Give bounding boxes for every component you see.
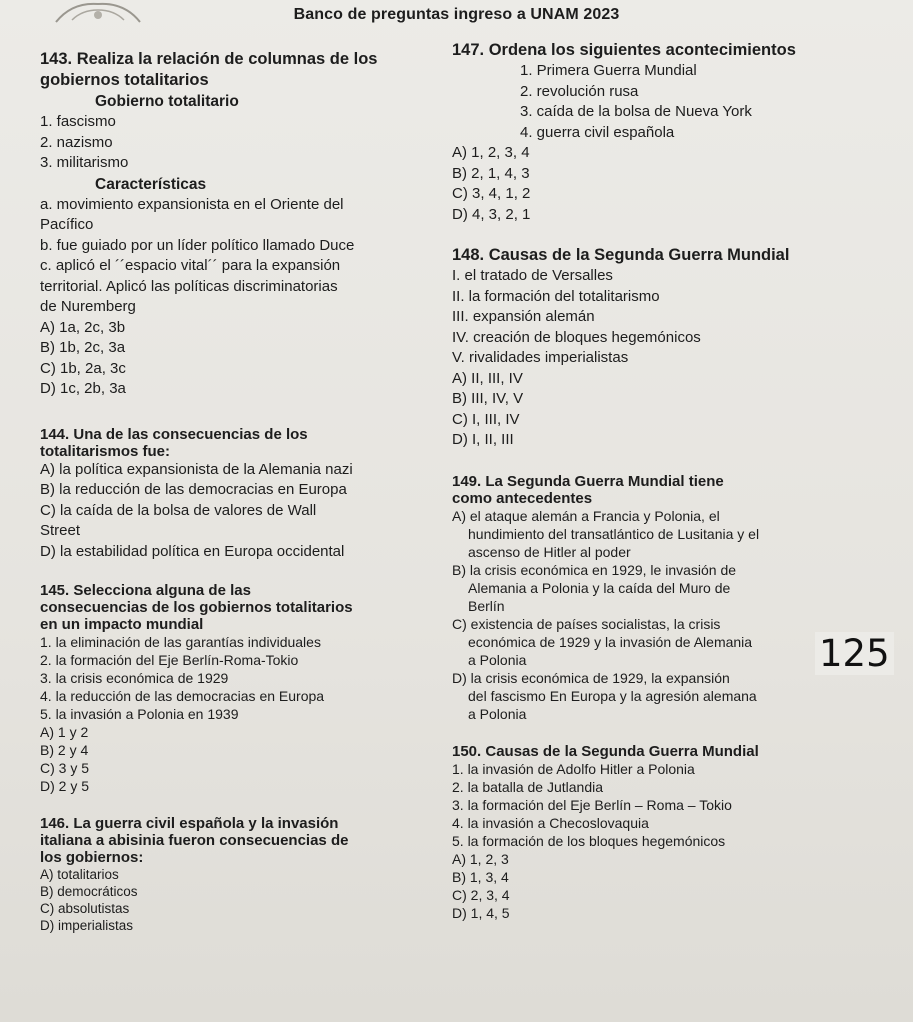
- list-item: de Nuremberg: [40, 298, 136, 315]
- list-item: 4. la reducción de las democracias en Europa: [40, 688, 325, 704]
- answer-option: D) I, II, III: [452, 431, 514, 448]
- question-147: [440, 40, 910, 225]
- list-item: II. la formación del totalitarismo: [452, 287, 660, 305]
- answer-option: B) democráticos: [40, 884, 138, 899]
- list-item: V. rivalidades imperialistas: [452, 349, 629, 366]
- list-item: 3. caída de la bolsa de Nueva York: [520, 103, 752, 120]
- question-title: 150. Causas de la Segunda Guerra Mundial: [452, 742, 759, 760]
- question-title: gobiernos totalitarios: [40, 71, 209, 89]
- question-title: totalitarismos fue:: [40, 442, 171, 460]
- answer-option: B) 2 y 4: [40, 742, 89, 758]
- list-item: 3. militarismo: [40, 154, 129, 171]
- question-title: 149. La Segunda Guerra Mundial tiene: [452, 472, 724, 490]
- answer-option: A) 1, 2, 3: [452, 850, 509, 867]
- answer-option: A) II, III, IV: [452, 369, 523, 387]
- list-item: IV. creación de bloques hegemónicos: [452, 328, 701, 346]
- answer-option-continued: hundimiento del transatlántico de Lusitania y el: [468, 525, 760, 542]
- list-item: 1. la eliminación de las garantías individuales: [40, 634, 321, 650]
- question-144: [40, 426, 432, 563]
- question-title: como antecedentes: [452, 489, 593, 507]
- list-item: III. expansión alemán: [452, 308, 595, 325]
- answer-option: C) 1b, 2a, 3c: [40, 359, 126, 377]
- answer-option: A) 1 y 2: [40, 724, 89, 740]
- list-item: 3. la formación del Eje Berlín – Roma – Tokio: [452, 796, 732, 813]
- left-column: [40, 49, 432, 934]
- question-146: [40, 815, 432, 934]
- list-item: territorial. Aplicó las políticas discriminatorias: [40, 277, 338, 295]
- question-title: 146. La guerra civil española y la invasión: [40, 815, 339, 832]
- answer-option: B) 2, 1, 4, 3: [452, 164, 530, 182]
- answer-option-continued: Berlín: [468, 597, 505, 614]
- question-143: [40, 49, 432, 400]
- answer-option: D) 4, 3, 2, 1: [452, 205, 531, 223]
- answer-option-continued: ascenso de Hitler al poder: [468, 543, 631, 560]
- answer-option: B) III, IV, V: [452, 390, 524, 407]
- list-item: 5. la invasión a Polonia en 1939: [40, 706, 239, 722]
- question-title: los gobiernos:: [40, 849, 144, 866]
- answer-option: B) 1, 3, 4: [452, 868, 509, 885]
- question-title: en un impacto mundial: [40, 616, 204, 633]
- section-heading: Gobierno totalitario: [95, 93, 239, 110]
- list-item: 1. la invasión de Adolfo Hitler a Polonia: [452, 760, 695, 777]
- list-item: 2. nazismo: [40, 133, 113, 151]
- answer-option-continued: a Polonia: [468, 651, 527, 668]
- page-number: 125: [815, 632, 894, 675]
- answer-option: D) imperialistas: [40, 918, 134, 933]
- section-heading: Características: [95, 175, 207, 193]
- list-item: 4. la invasión a Checoslovaquia: [452, 814, 649, 831]
- answer-option: Street: [40, 522, 81, 539]
- list-item: 5. la formación de los bloques hegemónicos: [452, 832, 726, 849]
- question-149: [440, 473, 910, 723]
- answer-option: B) 1b, 2c, 3a: [40, 339, 126, 356]
- question-150: [440, 743, 910, 922]
- question-title: 144. Una de las consecuencias de los: [40, 425, 308, 443]
- list-item: 2. revolución rusa: [520, 82, 639, 100]
- answer-option: B) la crisis económica en 1929, le invasión de: [452, 561, 737, 578]
- question-title: 147. Ordena los siguientes acontecimientos: [452, 41, 796, 59]
- answer-option: A) el ataque alemán a Francia y Polonia, el: [452, 507, 720, 524]
- page-title: Banco de preguntas ingreso a UNAM 2023: [293, 6, 620, 23]
- answer-option-continued: del fascismo En Europa y la agresión alemana: [468, 687, 757, 704]
- list-item: 2. la formación del Eje Berlín-Roma-Tokio: [40, 652, 299, 668]
- list-item: 1. fascismo: [40, 113, 116, 130]
- list-item: 4. guerra civil española: [520, 123, 675, 141]
- answer-option: A) 1a, 2c, 3b: [40, 318, 126, 336]
- list-item: a. movimiento expansionista en el Oriente del: [40, 195, 344, 213]
- answer-option-continued: económica de 1929 y la invasión de Alemania: [468, 633, 753, 650]
- answer-option: C) 3, 4, 1, 2: [452, 185, 531, 202]
- answer-option: D) 1c, 2b, 3a: [40, 380, 126, 397]
- question-title: 145. Selecciona alguna de las: [40, 582, 251, 599]
- answer-option: C) existencia de países socialistas, la crisis: [452, 615, 721, 632]
- question-148: [440, 245, 910, 451]
- question-title: consecuencias de los gobiernos totalitarios: [40, 599, 353, 616]
- question-title: 143. Realiza la relación de columnas de los: [40, 50, 378, 68]
- answer-option: C) 3 y 5: [40, 760, 90, 776]
- list-item: 1. Primera Guerra Mundial: [520, 62, 697, 79]
- answer-option: D) 1, 4, 5: [452, 904, 510, 921]
- answer-option-continued: Alemania a Polonia y la caída del Muro de: [468, 579, 731, 596]
- question-title: 148. Causas de la Segunda Guerra Mundial: [452, 246, 790, 264]
- answer-option: B) la reducción de las democracias en Europa: [40, 481, 347, 498]
- answer-option: D) la crisis económica de 1929, la expansión: [452, 669, 730, 686]
- list-item: 3. la crisis económica de 1929: [40, 670, 229, 686]
- list-item: Pacífico: [40, 216, 94, 233]
- right-column: [440, 40, 910, 922]
- answer-option: A) la política expansionista de la Alemania nazi: [40, 460, 353, 478]
- list-item: c. aplicó el ´´espacio vital´´ para la expansión: [40, 257, 341, 274]
- answer-option: A) totalitarios: [40, 867, 119, 882]
- answer-option: A) 1, 2, 3, 4: [452, 144, 530, 161]
- answer-option-continued: a Polonia: [468, 705, 527, 722]
- question-title: italiana a abisinia fueron consecuencias de: [40, 832, 349, 849]
- answer-option: C) la caída de la bolsa de valores de Wall: [40, 501, 317, 519]
- answer-option: D) 2 y 5: [40, 778, 90, 794]
- list-item: b. fue guiado por un líder político llamado Duce: [40, 236, 355, 254]
- answer-option: C) 2, 3, 4: [452, 886, 510, 903]
- list-item: I. el tratado de Versalles: [452, 267, 613, 284]
- answer-option: D) la estabilidad política en Europa occidental: [40, 542, 345, 560]
- question-145: [40, 582, 432, 795]
- answer-option: C) I, III, IV: [452, 410, 520, 428]
- answer-option: C) absolutistas: [40, 901, 130, 916]
- list-item: 2. la batalla de Jutlandia: [452, 778, 603, 795]
